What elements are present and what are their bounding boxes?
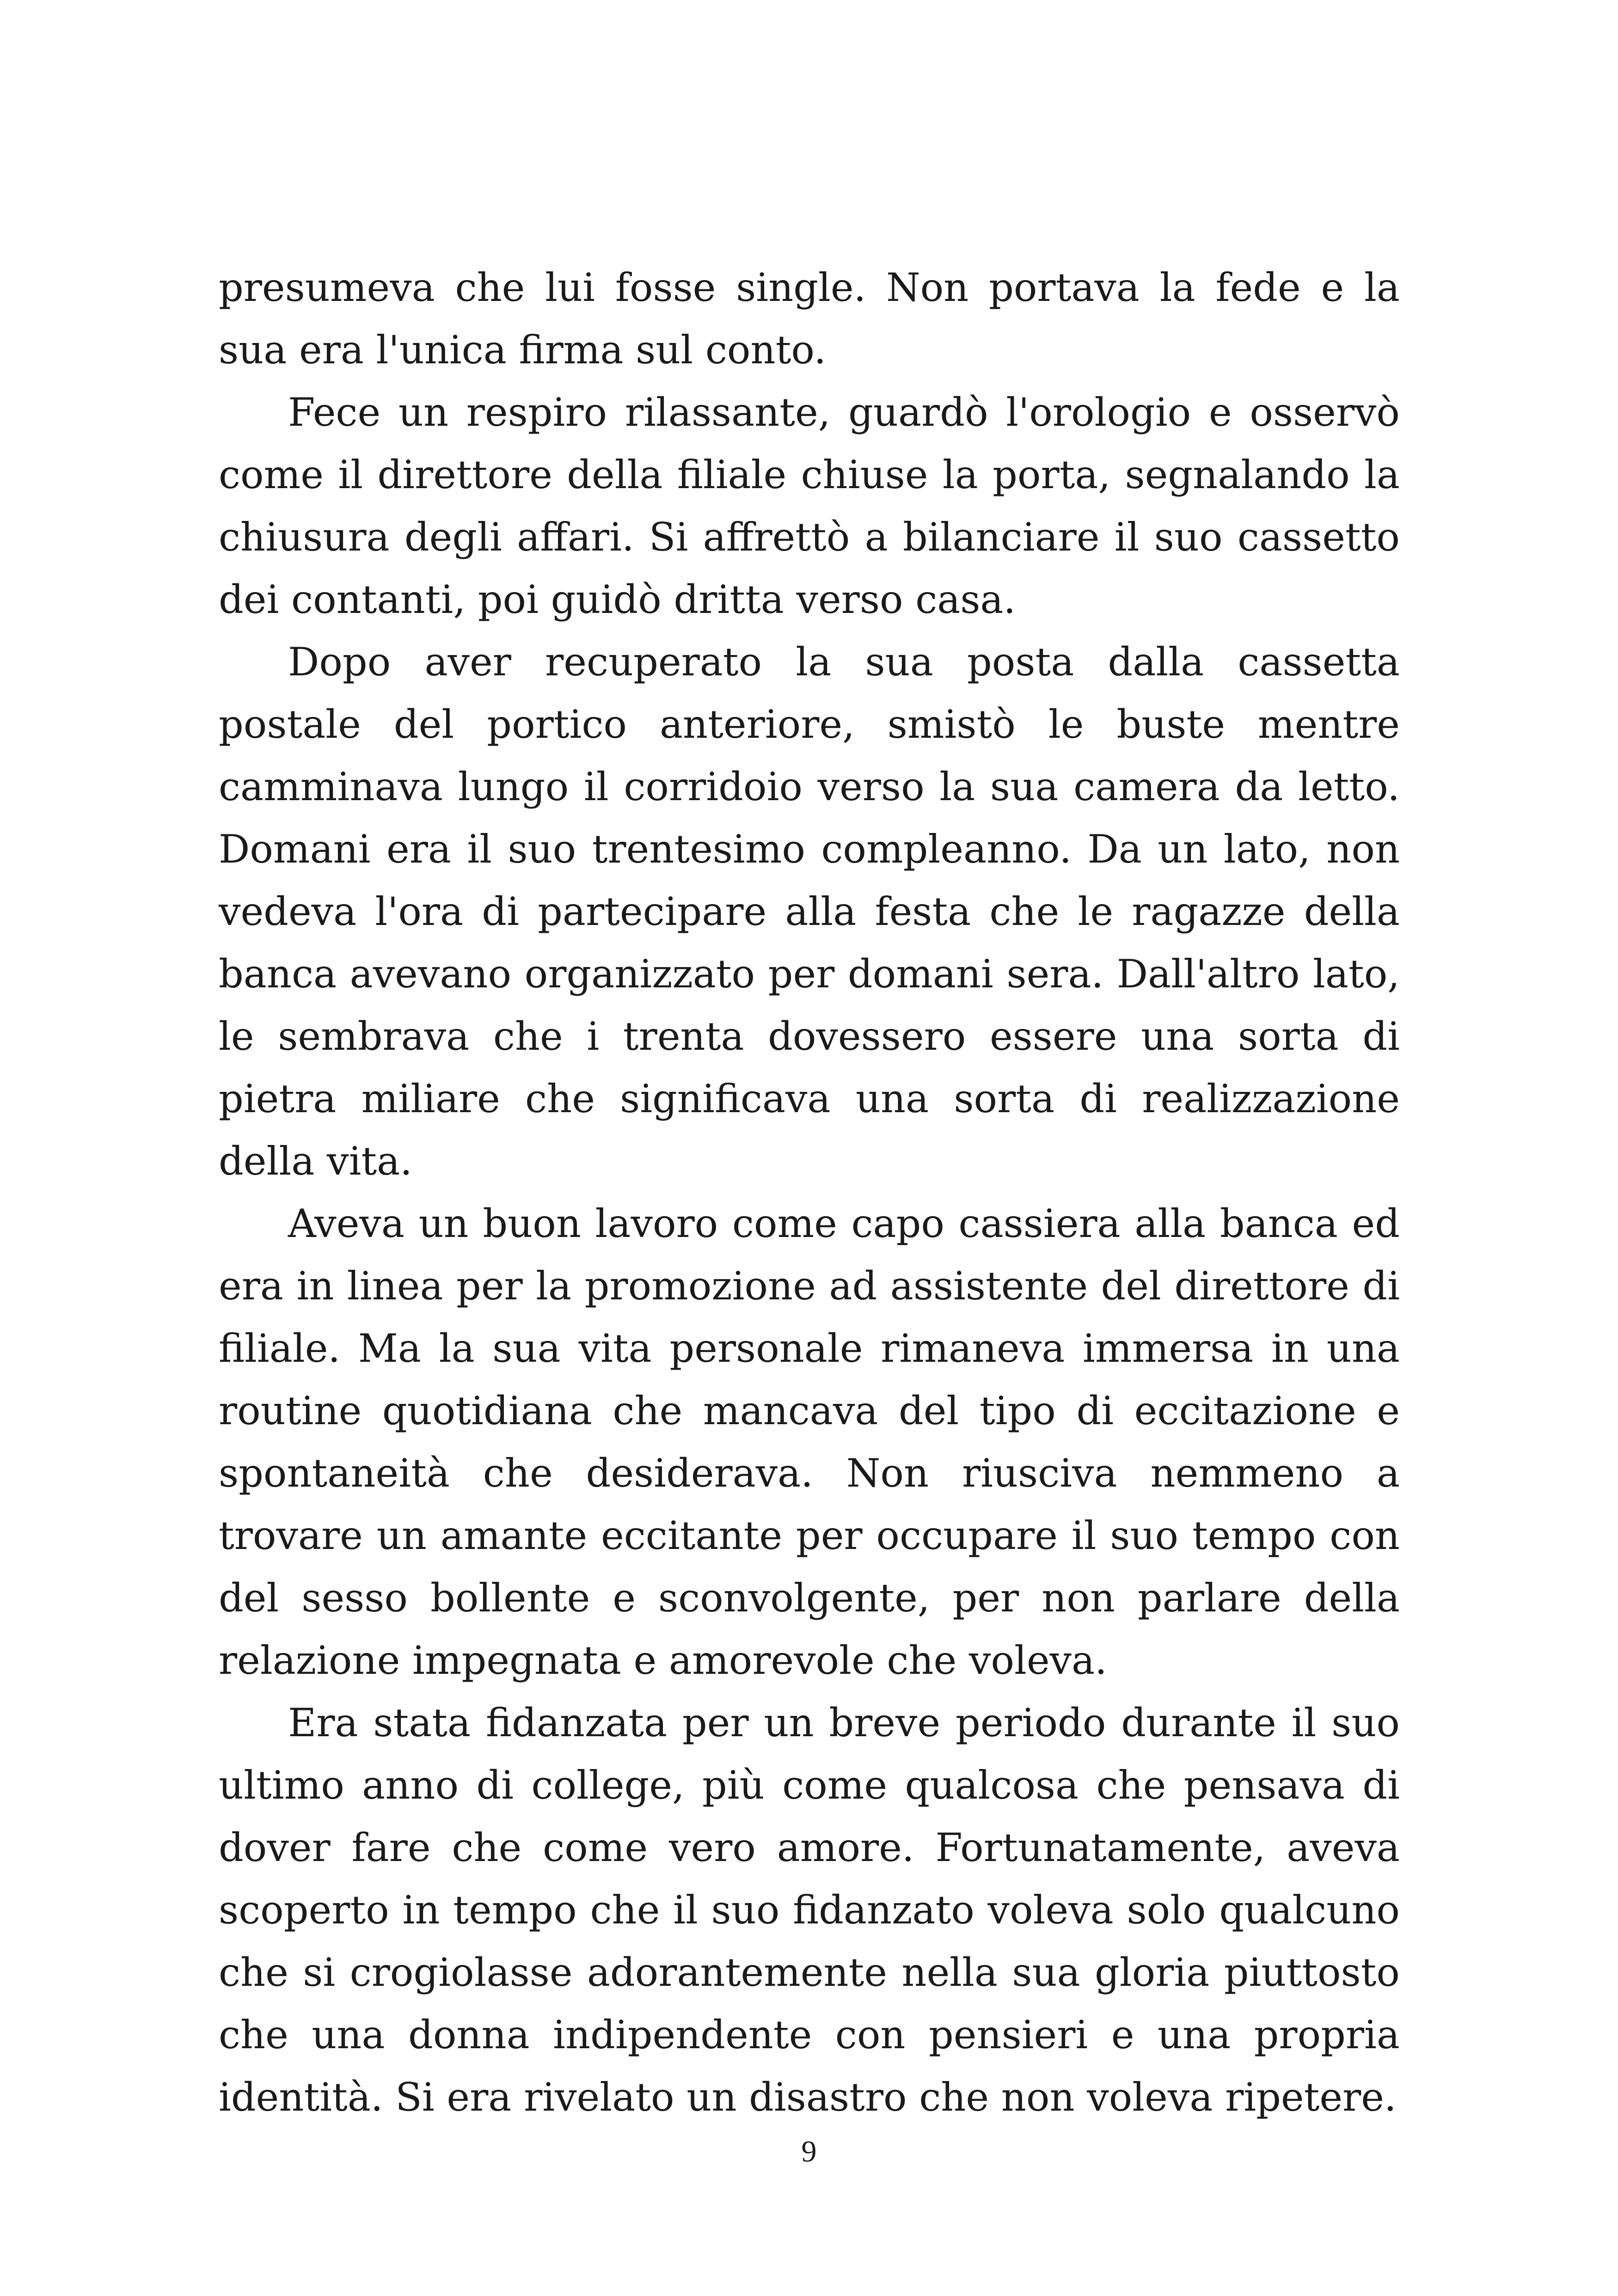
paragraph-continued: presumeva che lui fosse single. Non portava la fede e la sua era l'unica firma sul conto.	[219, 265, 1400, 373]
page-number: 9	[801, 2135, 817, 2168]
paragraph: Era stata fidanzata per un breve periodo durante il suo ultimo anno di college, più come qualcosa che pensava di dover fare che come vero amore. Fortunatamente, aveva scoperto in tempo che il suo fidanzato voleva solo qualcuno che si crogiolasse adorantemente nella sua gloria piuttosto che una donna indipendente con pensieri e una propria identità. Si era rivelato un disastro che non voleva ripetere.	[219, 1700, 1400, 2120]
body-text	[219, 257, 1400, 2129]
paragraph: Fece un respiro rilassante, guardò l'orologio e osservò come il direttore della filiale chiuse la porta, segnalando la chiusura degli affari. Si affrettò a bilanciare il suo cassetto dei contanti, poi guidò dritta verso casa.	[219, 390, 1400, 622]
paragraph: Dopo aver recuperato la sua posta dalla cassetta postale del portico anteriore, smistò le buste mentre camminava lungo il corridoio verso la sua camera da letto. Domani era il suo trentesimo compleanno. Da un lato, non vedeva l'ora di partecipare alla festa che le ragazze della banca avevano organizzato per domani sera. Dall'altro lato, le sembrava che i trenta dovessero essere una sorta di pietra miliare che significava una sorta di realizzazione della vita.	[219, 639, 1400, 1184]
paragraph: Aveva un buon lavoro come capo cassiera alla banca ed era in linea per la promozione ad assistente del direttore di filiale. Ma la sua vita personale rimaneva immersa in una routine quotidiana che mancava del tipo di eccitazione e spontaneità che desiderava. Non riusciva nemmeno a trovare un amante eccitante per occupare il suo tempo con del sesso bollente e sconvolgente, per non parlare della relazione impegnata e amorevole che voleva.	[219, 1201, 1400, 1683]
